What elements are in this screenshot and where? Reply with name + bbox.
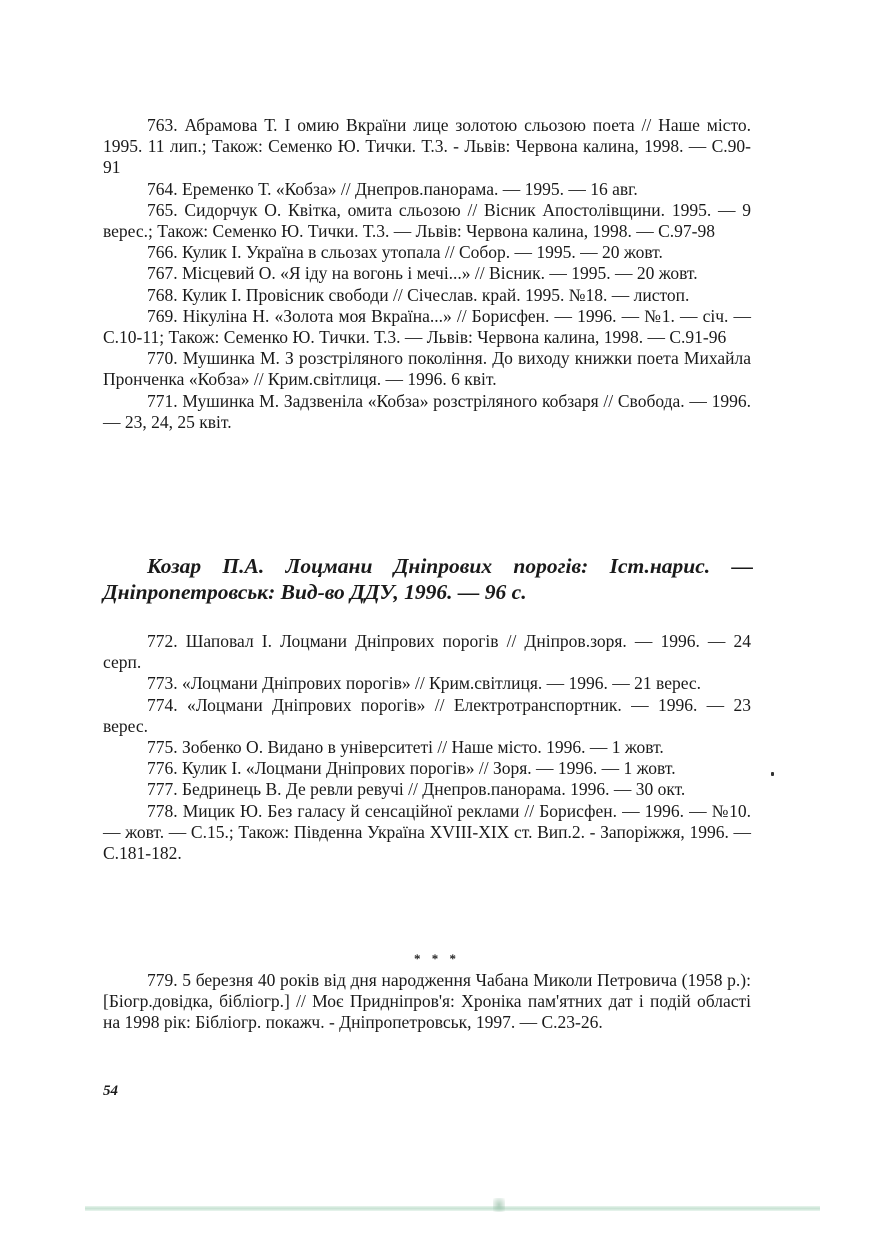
entry-771: 771. Мушинка М. Задзвеніла «Кобза» розстріляного кобзаря // Свобода. — 1996. — 23, 24, 25 квіт. — [103, 390, 751, 432]
entry-779: 779. 5 березня 40 років від дня народження Чабана Миколи Петровича (1958 р.): [Біогр.довідка, бібліогр.] // Моє Придніпров'я: Хроніка пам'ятних дат і подій області на 1998 рік: Бібліогр. покажч. - Дніпропетровськ, 1997. — С.23-26. — [103, 970, 751, 1033]
page-number: 54 — [103, 1083, 118, 1099]
entries-block-top — [103, 115, 751, 433]
entry-770: 770. Мушинка М. З розстріляного покоління. До виходу книжки поета Михайла Пронченка «Кобза» // Крим.світлиця. — 1996. 6 квіт. — [103, 348, 751, 390]
entry-764: 764. Еременко Т. «Кобза» // Днепров.панорама. — 1995. — 16 авг. — [147, 178, 638, 199]
entry-774: 774. «Лоцмани Дніпрових порогів» // Електротранспортник. — 1996. — 23 верес. — [103, 694, 751, 736]
entry-777: 777. Бедринець В. Де ревли ревучі // Днепров.панорама. 1996. — 30 окт. — [147, 779, 686, 800]
entries-block-bottom — [103, 970, 751, 1034]
entry-773: 773. «Лоцмани Дніпрових порогів» // Крим.світлиця. — 1996. — 21 верес. — [147, 673, 702, 694]
entry-778: 778. Мицик Ю. Без галасу й сенсаційної реклами // Борисфен. — 1996. — №10. — жовт. — С.15.; Також: Південна Україна XVIII-XIX ст. Вип.2. - Запоріжжя, 1996. — С.181-182. — [103, 800, 751, 864]
section-separator: * * * — [414, 951, 460, 966]
entry-775: 775. Зобенко О. Видано в університеті // Наше місто. 1996. — 1 жовт. — [147, 737, 664, 758]
entry-765: 765. Сидорчук О. Квітка, омита сльозою // Вісник Апостолівщини. 1995. — 9 верес.; Також: Семенко Ю. Тички. Т.3. — Львів: Червона калина, 1998. — С.97-98 — [103, 199, 751, 242]
entry-763: 763. Абрамова Т. І омию Вкраїни лице золотою сльозою поета // Наше місто. 1995. 11 лип.; Також: Семенко Ю. Тички. Т.3. - Львів: Червона калина, 1998. — С.90-91 — [103, 115, 751, 178]
margin-speck — [771, 772, 774, 776]
entry-766: 766. Кулик І. Україна в сльозах утопала // Собор. — 1995. — 20 жовт. — [147, 242, 663, 263]
section-heading: Козар П.А. Лоцмани Дніпрових порогів: Іст.нарис. — Дніпропетровськ: Вид-во ДДУ, 1996. — 96 с. — [103, 554, 753, 604]
entry-768: 768. Кулик І. Провісник свободи // Січеслав. край. 1995. №18. — листоп. — [147, 284, 690, 305]
entry-767: 767. Місцевий О. «Я іду на вогонь і мечі...» // Вісник. — 1995. — 20 жовт. — [147, 263, 698, 284]
entry-776: 776. Кулик І. «Лоцмани Дніпрових порогів» // Зоря. — 1996. — 1 жовт. — [147, 758, 676, 779]
bottom-scan-mark — [493, 1198, 505, 1212]
bottom-scan-line — [85, 1206, 820, 1211]
entries-block-middle — [103, 631, 751, 864]
entry-769: 769. Нікуліна Н. «Золота моя Вкраїна...» // Борисфен. — 1996. — №1. — січ. — С.10-11; Також: Семенко Ю. Тички. Т.3. — Львів: Червона калина, 1998. — С.91-96 — [103, 305, 751, 348]
entry-772: 772. Шаповал І. Лоцмани Дніпрових порогів // Дніпров.зоря. — 1996. — 24 серп. — [103, 631, 751, 673]
